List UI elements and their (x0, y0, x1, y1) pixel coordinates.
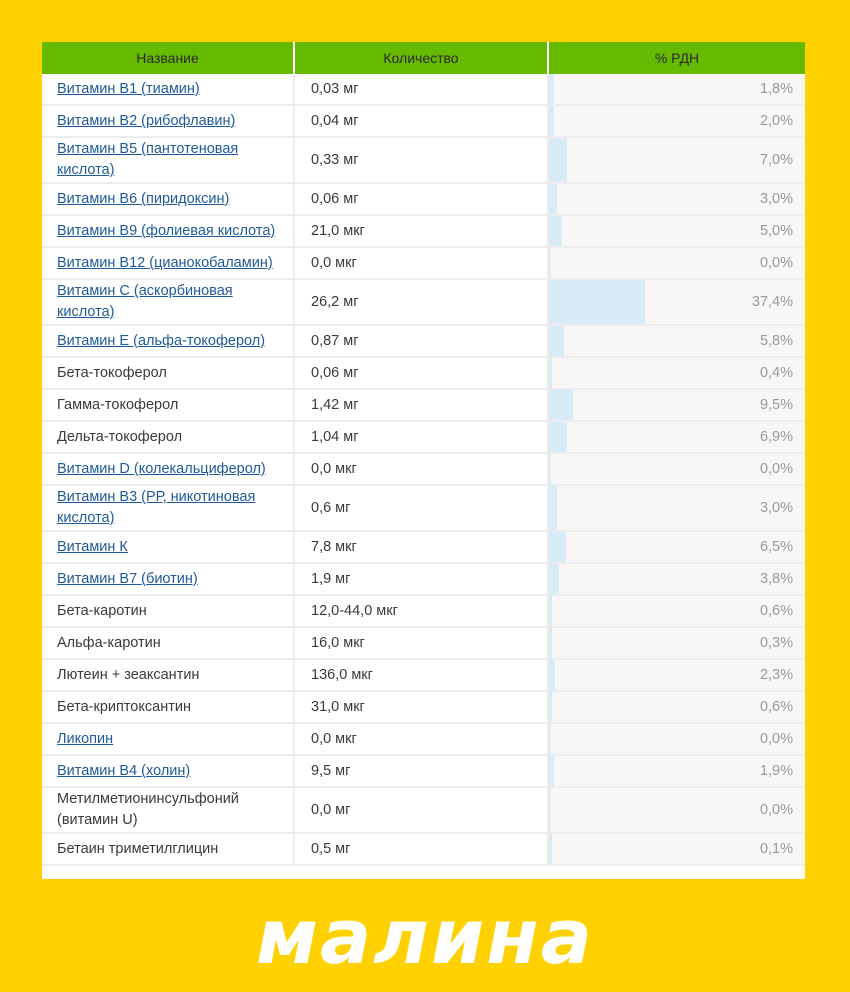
dv-bar (549, 280, 645, 324)
nutrient-dv-cell (549, 248, 805, 278)
dv-bar (549, 660, 555, 690)
table-row (42, 248, 805, 280)
nutrient-link[interactable]: Витамин В2 (рибофлавин) (57, 112, 236, 129)
nutrient-amount: 0,87 мг (295, 326, 549, 356)
nutrient-name-cell (42, 628, 295, 658)
nutrient-link[interactable]: Витамин D (колекальциферол) (57, 460, 266, 477)
table-row (42, 532, 805, 564)
table-body (42, 74, 805, 866)
dv-bar (549, 564, 559, 594)
dv-value: 0,0% (759, 730, 793, 747)
table-row (42, 280, 805, 326)
nutrient-dv-cell (549, 724, 805, 754)
dv-bar (549, 756, 554, 786)
header-amount: Количество (295, 42, 549, 74)
nutrient-name-cell (42, 422, 295, 452)
nutrient-link[interactable]: Витамин В5 (пантотеновая кислота) (57, 141, 239, 178)
nutrient-link[interactable]: Витамин К (57, 538, 128, 555)
nutrient-name-cell (42, 358, 295, 388)
nutrient-amount: 0,0 мкг (295, 724, 549, 754)
nutrient-amount: 0,04 мг (295, 106, 549, 136)
nutrient-link[interactable]: Ликопин (57, 730, 114, 747)
nutrient-amount: 1,42 мг (295, 390, 549, 420)
dv-value: 0,4% (759, 364, 793, 381)
nutrient-amount: 0,0 мкг (295, 248, 549, 278)
dv-value: 6,5% (759, 538, 793, 555)
nutrient-dv-cell (549, 628, 805, 658)
nutrient-name-cell[interactable] (42, 248, 295, 278)
nutrient-amount: 136,0 мкг (295, 660, 549, 690)
nutrient-amount: 12,0-44,0 мкг (295, 596, 549, 626)
nutrient-name-cell (42, 692, 295, 722)
nutrient-name: Лютеин + зеаксантин (57, 666, 200, 683)
dv-value: 0,0% (759, 801, 793, 818)
table-header (42, 42, 805, 74)
nutrient-dv-cell (549, 692, 805, 722)
nutrient-name-cell[interactable] (42, 106, 295, 136)
dv-bar (549, 834, 552, 864)
nutrient-name-cell (42, 834, 295, 864)
nutrient-amount: 1,9 мг (295, 564, 549, 594)
nutrient-dv-cell (549, 358, 805, 388)
table-row (42, 692, 805, 724)
nutrient-name: Дельта-токоферол (57, 428, 183, 445)
nutrient-name-cell[interactable] (42, 756, 295, 786)
nutrient-dv-cell (549, 106, 805, 136)
table-row (42, 596, 805, 628)
nutrient-link[interactable]: Витамин В3 (РР, никотиновая кислота) (57, 489, 256, 526)
nutrient-dv-cell (549, 532, 805, 562)
table-row (42, 788, 805, 834)
nutrient-name: Бета-токоферол (57, 364, 167, 381)
dv-value: 0,0% (759, 460, 793, 477)
dv-value: 6,9% (759, 428, 793, 445)
table-row (42, 454, 805, 486)
nutrient-amount: 9,5 мг (295, 756, 549, 786)
nutrient-dv-cell (549, 422, 805, 452)
nutrient-dv-cell (549, 564, 805, 594)
nutrient-name-cell (42, 660, 295, 690)
nutrient-name-cell[interactable] (42, 564, 295, 594)
nutrient-name: Метилметионинсульфоний (витамин U) (57, 791, 239, 828)
table-row (42, 756, 805, 788)
dv-bar (549, 248, 551, 278)
nutrient-amount: 0,03 мг (295, 74, 549, 104)
dv-bar (549, 788, 551, 832)
nutrient-link[interactable]: Витамин В12 (цианокобаламин) (57, 254, 273, 271)
table-row (42, 358, 805, 390)
dv-value: 0,0% (759, 254, 793, 271)
nutrient-name-cell[interactable] (42, 216, 295, 246)
dv-bar (549, 692, 552, 722)
nutrient-name: Альфа-каротин (57, 634, 161, 651)
nutrient-link[interactable]: Витамин В7 (биотин) (57, 570, 198, 587)
dv-value: 0,1% (759, 840, 793, 857)
nutrient-dv-cell (549, 138, 805, 182)
table-row (42, 834, 805, 866)
nutrient-dv-cell (549, 660, 805, 690)
dv-value: 2,3% (759, 666, 793, 683)
table-row (42, 422, 805, 454)
nutrient-name: Гамма-токоферол (57, 396, 179, 413)
nutrient-link[interactable]: Витамин В6 (пиридоксин) (57, 190, 230, 207)
header-name: Название (42, 42, 295, 74)
dv-value: 5,8% (759, 332, 793, 349)
nutrient-name-cell[interactable] (42, 280, 295, 324)
nutrient-dv-cell (549, 280, 805, 324)
nutrient-name-cell[interactable] (42, 184, 295, 214)
table-row (42, 184, 805, 216)
table-row (42, 724, 805, 756)
nutrient-dv-cell (549, 184, 805, 214)
nutrient-amount: 0,5 мг (295, 834, 549, 864)
nutrient-dv-cell (549, 74, 805, 104)
dv-value: 37,4% (751, 293, 793, 310)
table-row (42, 74, 805, 106)
dv-bar (549, 628, 552, 658)
nutrient-dv-cell (549, 756, 805, 786)
nutrient-link[interactable]: Витамин Е (альфа-токоферол) (57, 332, 266, 349)
dv-value: 5,0% (759, 222, 793, 239)
nutrition-table (42, 42, 805, 879)
nutrient-amount: 1,04 мг (295, 422, 549, 452)
nutrient-name-cell[interactable] (42, 486, 295, 530)
dv-value: 2,0% (759, 112, 793, 129)
table-row (42, 106, 805, 138)
dv-bar (549, 454, 551, 484)
dv-value: 0,3% (759, 634, 793, 651)
nutrient-amount: 0,6 мг (295, 486, 549, 530)
table-row (42, 486, 805, 532)
nutrient-link[interactable]: Витамин В4 (холин) (57, 762, 191, 779)
dv-bar (549, 486, 557, 530)
nutrient-dv-cell (549, 216, 805, 246)
table-row (42, 216, 805, 248)
dv-value: 3,8% (759, 570, 793, 587)
dv-value: 9,5% (759, 396, 793, 413)
nutrient-amount: 0,0 мкг (295, 454, 549, 484)
dv-value: 3,0% (759, 499, 793, 516)
nutrient-amount: 0,06 мг (295, 184, 549, 214)
table-row (42, 390, 805, 422)
nutrient-name-cell[interactable] (42, 138, 295, 182)
dv-bar (549, 138, 567, 182)
dv-bar (549, 326, 564, 356)
nutrient-amount: 0,06 мг (295, 358, 549, 388)
nutrient-name-cell[interactable] (42, 326, 295, 356)
dv-value: 1,8% (759, 80, 793, 97)
dv-bar (549, 596, 552, 626)
nutrient-name-cell[interactable] (42, 724, 295, 754)
nutrient-name-cell (42, 596, 295, 626)
table-row (42, 564, 805, 596)
dv-bar (549, 724, 551, 754)
nutrient-name: Бета-каротин (57, 602, 147, 619)
nutrient-name-cell (42, 390, 295, 420)
dv-value: 3,0% (759, 190, 793, 207)
nutrient-dv-cell (549, 596, 805, 626)
nutrient-amount: 31,0 мкг (295, 692, 549, 722)
dv-value: 0,6% (759, 698, 793, 715)
dv-value: 0,6% (759, 602, 793, 619)
nutrient-dv-cell (549, 326, 805, 356)
dv-bar (549, 216, 562, 246)
nutrient-amount: 7,8 мкг (295, 532, 549, 562)
nutrient-name: Бета-криптоксантин (57, 698, 191, 715)
table-row (42, 138, 805, 184)
dv-bar (549, 358, 552, 388)
nutrient-amount: 0,33 мг (295, 138, 549, 182)
nutrient-dv-cell (549, 834, 805, 864)
nutrient-amount: 26,2 мг (295, 280, 549, 324)
nutrient-name-cell[interactable] (42, 532, 295, 562)
nutrient-link[interactable]: Витамин В1 (тиамин) (57, 80, 200, 97)
header-dv: % РДН (654, 50, 700, 66)
nutrient-dv-cell (549, 486, 805, 530)
dv-bar (549, 74, 554, 104)
nutrient-amount: 0,0 мг (295, 788, 549, 832)
dv-value: 1,9% (759, 762, 793, 779)
dv-bar (549, 106, 554, 136)
table-row (42, 660, 805, 692)
dv-value: 7,0% (759, 151, 793, 168)
nutrient-dv-cell (549, 390, 805, 420)
brand-logo: малина (255, 891, 595, 981)
table-row (42, 628, 805, 660)
dv-bar (549, 422, 567, 452)
nutrient-amount: 16,0 мкг (295, 628, 549, 658)
nutrient-dv-cell (549, 454, 805, 484)
dv-bar (549, 184, 557, 214)
nutrient-name: Бетаин триметилглицин (57, 840, 219, 857)
nutrient-link[interactable]: Витамин В9 (фолиевая кислота) (57, 222, 276, 239)
nutrient-name-cell[interactable] (42, 74, 295, 104)
nutrient-name-cell[interactable] (42, 454, 295, 484)
table-row (42, 326, 805, 358)
nutrient-name-cell (42, 788, 295, 832)
nutrient-dv-cell (549, 788, 805, 832)
dv-bar (549, 532, 566, 562)
nutrient-amount: 21,0 мкг (295, 216, 549, 246)
nutrient-link[interactable]: Витамин С (аскорбиновая кислота) (57, 283, 233, 320)
dv-bar (549, 390, 573, 420)
